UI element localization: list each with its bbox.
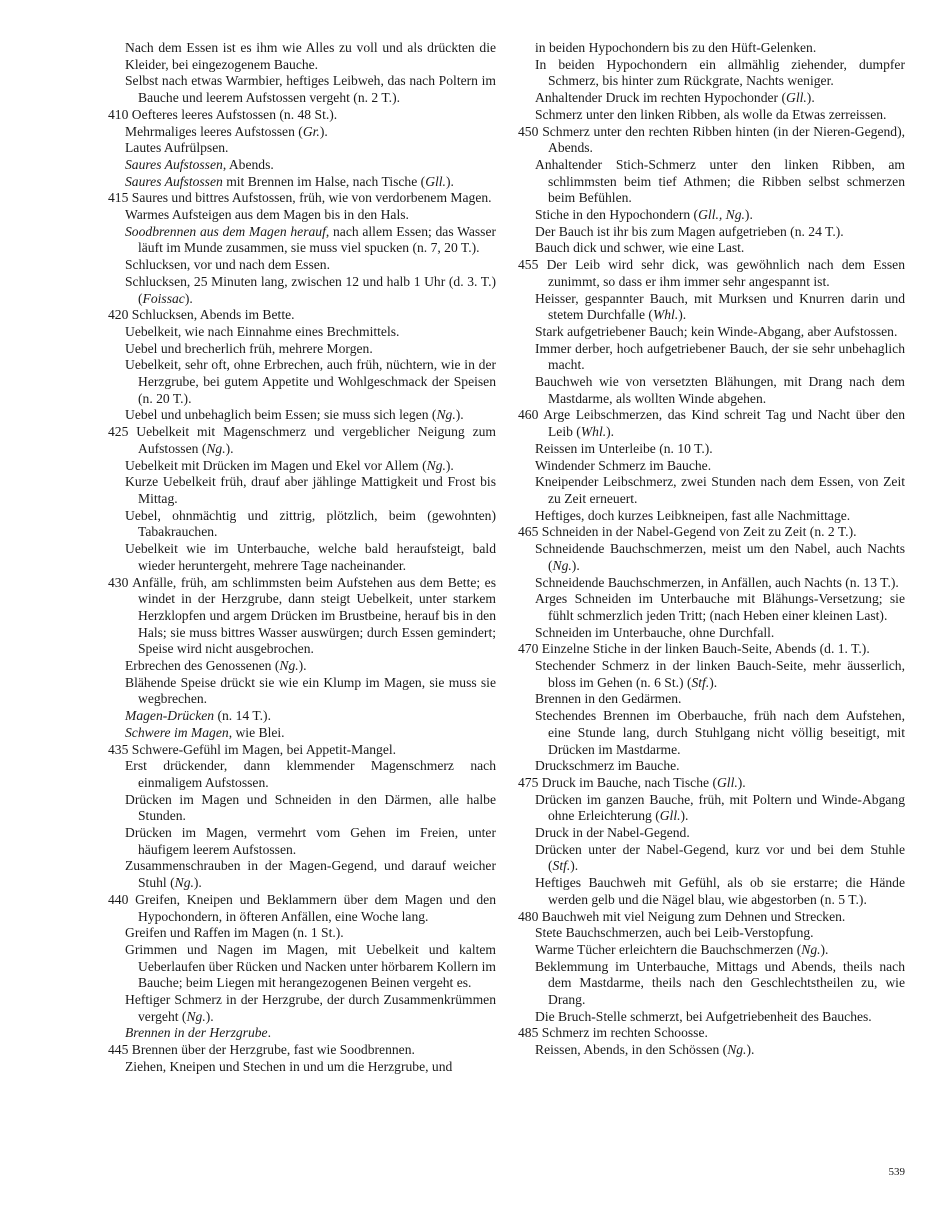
entry-text: Greifen, Kneipen und Beklammern über dem Magen und den Hypochondern, in öfteren Anfällen, eine Woche lang. — [135, 891, 496, 924]
symptom-entry — [108, 174, 496, 191]
symptom-entry — [518, 1009, 905, 1026]
entry-text: Anfälle, früh, am schlimmsten beim Aufstehen aus dem Bette; es windet in der Herzgrube, dann steigt Uebelkeit, unter starkem Herzklopfen und argem Drücken im Brustbeine, herauf bis in den Hals; sie muss bittres Wasser auswürgen; durch Essen gemindert; Speise wird nicht ausgebrochen. — [132, 574, 496, 657]
entry-number: 450 — [518, 123, 543, 139]
left-column — [108, 40, 496, 1076]
symptom-entry — [108, 708, 496, 725]
entry-text: Anhaltender Druck im rechten Hypochonder (Gll.). — [535, 90, 815, 106]
entry-text: Arge Leibschmerzen, das Kind schreit Tag und Nacht über den Leib (Whl.). — [543, 407, 905, 440]
entry-text: Lautes Aufrülpsen. — [125, 140, 229, 156]
symptom-entry — [518, 257, 905, 290]
entry-text: Brennen in der Herzgrube. — [125, 1025, 271, 1041]
entry-text: Stark aufgetriebener Bauch; kein Winde-Abgang, aber Aufstossen. — [535, 323, 898, 339]
symptom-entry — [518, 207, 905, 224]
entry-text: Uebel und unbehaglich beim Essen; sie muss sich legen (Ng.). — [125, 407, 464, 423]
entry-text: Heftiger Schmerz in der Herzgrube, der durch Zusammenkrümmen vergeht (Ng.). — [125, 992, 496, 1024]
symptom-entry — [518, 909, 905, 926]
symptom-entry — [518, 508, 905, 525]
entry-text: Schlucksen, vor und nach dem Essen. — [125, 257, 330, 273]
symptom-entry — [518, 591, 905, 624]
symptom-entry — [108, 742, 496, 759]
entry-text: Anhaltender Stich-Schmerz unter den linken Ribben, am schlimmsten beim tief Athmen; die Ribben selbst schmerzen beim Befühlen. — [535, 156, 905, 206]
symptom-entry — [108, 992, 496, 1025]
symptom-entry — [518, 291, 905, 324]
entry-number: 455 — [518, 257, 547, 273]
entry-text: Bauchweh wie von versetzten Blähungen, mit Drang nach dem Mastdarme, als wollten Winde abgehen. — [535, 374, 905, 406]
entry-text: Greifen und Raffen im Magen (n. 1 St.). — [125, 925, 344, 941]
entry-number: 485 — [518, 1025, 542, 1041]
right-column — [518, 40, 905, 1059]
symptom-entry — [108, 224, 496, 257]
entry-text: Oefteres leeres Aufstossen (n. 48 St.). — [131, 106, 338, 122]
symptom-entry — [108, 858, 496, 891]
symptom-entry — [108, 508, 496, 541]
entry-text: Magen-Drücken (n. 14 T.). — [125, 708, 271, 724]
symptom-entry — [518, 458, 905, 475]
entry-text: Brennen in den Gedärmen. — [535, 691, 682, 707]
symptom-entry — [518, 942, 905, 959]
symptom-entry — [518, 474, 905, 507]
entry-text: Einzelne Stiche in der linken Bauch-Seite, Abends (d. 1. T.). — [541, 641, 870, 657]
symptom-entry — [518, 792, 905, 825]
symptom-entry — [108, 73, 496, 106]
symptom-entry — [518, 107, 905, 124]
entry-text: Uebelkeit mit Magenschmerz und vergeblicher Neigung zum Aufstossen (Ng.). — [136, 424, 496, 456]
entry-text: Schlucksen, 25 Minuten lang, zwischen 12 und halb 1 Uhr (d. 3. T.) (Foissac). — [125, 273, 496, 306]
symptom-entry — [108, 758, 496, 791]
entry-text: Schwere-Gefühl im Magen, bei Appetit-Mangel. — [131, 741, 397, 757]
entry-text: Bauch dick und schwer, wie eine Last. — [535, 240, 745, 256]
symptom-entry — [108, 424, 496, 457]
entry-text: Schwere im Magen, wie Blei. — [125, 724, 285, 740]
symptom-entry — [518, 441, 905, 458]
page-number: 539 — [888, 1166, 905, 1178]
symptom-entry — [518, 641, 905, 658]
entry-text: Schneidende Bauchschmerzen, in Anfällen, auch Nachts (n. 13 T.). — [535, 574, 899, 590]
symptom-entry — [108, 541, 496, 574]
entry-text: Kurze Uebelkeit früh, drauf aber jählinge Mattigkeit und Frost bis Mittag. — [125, 474, 496, 506]
symptom-entry — [108, 658, 496, 675]
symptom-entry — [518, 708, 905, 758]
entry-text: Stete Bauchschmerzen, auch bei Leib-Verstopfung. — [535, 925, 814, 941]
symptom-entry — [518, 825, 905, 842]
entry-text: Blähende Speise drückt sie wie ein Klump im Magen, sie muss sie wegbrechen. — [125, 674, 496, 707]
symptom-entry — [518, 240, 905, 257]
entry-text: Schlucksen, Abends im Bette. — [131, 307, 295, 323]
entry-text: Windender Schmerz im Bauche. — [535, 457, 712, 473]
entry-text: Schmerz unter den rechten Ribben hinten (in der Nieren-Gegend), Abends. — [542, 123, 906, 156]
entry-text: Schneiden in der Nabel-Gegend von Zeit zu Zeit (n. 2 T.). — [541, 524, 857, 540]
symptom-entry — [108, 675, 496, 708]
entry-number: 420 — [108, 307, 132, 323]
symptom-entry — [108, 575, 496, 659]
entry-text: Uebelkeit wie im Unterbauche, welche bald heraufsteigt, bald wieder heruntergeht, mehrere Tage nacheinander. — [125, 541, 496, 573]
entry-text: Heisser, gespannter Bauch, mit Murksen und Knurren darin und stetem Durchfalle (Whl.). — [535, 290, 905, 323]
entry-number: 415 — [108, 190, 132, 206]
entry-text: Stechender Schmerz in der linken Bauch-Seite, mehr äusserlich, bloss im Gehen (n. 6 St.) (Stf.). — [535, 658, 905, 690]
symptom-entry — [108, 307, 496, 324]
entry-text: Druck in der Nabel-Gegend. — [535, 825, 690, 841]
entry-number: 440 — [108, 891, 136, 907]
symptom-entry — [518, 1042, 905, 1059]
entry-text: Heftiges Bauchweh mit Gefühl, als ob sie erstarre; die Hände werden gelb und die Nägel blau, wie abgestorben (n. 5 T.). — [535, 875, 905, 907]
entry-text: Brennen über der Herzgrube, fast wie Soodbrennen. — [131, 1042, 415, 1058]
symptom-entry — [518, 1025, 905, 1042]
entry-text: Schmerz unter den linken Ribben, als wolle da Etwas zerreissen. — [535, 106, 887, 122]
symptom-entry — [518, 959, 905, 1009]
symptom-entry — [108, 458, 496, 475]
symptom-entry — [108, 324, 496, 341]
entry-text: Selbst nach etwas Warmbier, heftiges Leibweh, das nach Poltern im Bauche und leerem Aufstossen vergeht (n. 2 T.). — [125, 73, 496, 106]
symptom-entry — [518, 875, 905, 908]
entry-text: Erbrechen des Genossenen (Ng.). — [125, 658, 307, 674]
symptom-entry — [518, 407, 905, 440]
symptom-entry — [108, 357, 496, 407]
symptom-entry — [108, 341, 496, 358]
symptom-entry — [108, 1042, 496, 1059]
symptom-entry — [108, 925, 496, 942]
entry-number: 470 — [518, 641, 542, 657]
entry-text: Drücken im ganzen Bauche, früh, mit Poltern und Winde-Abgang ohne Erleichterung (Gll.). — [535, 791, 905, 824]
entry-text: Schneidende Bauchschmerzen, meist um den Nabel, auch Nachts (Ng.). — [535, 541, 905, 573]
entry-number: 435 — [108, 741, 132, 757]
entry-text: Druck im Bauche, nach Tische (Gll.). — [541, 774, 746, 790]
symptom-entry — [518, 124, 905, 157]
symptom-entry — [518, 224, 905, 241]
symptom-entry — [108, 140, 496, 157]
entry-text: Schneiden im Unterbauche, ohne Durchfall. — [535, 624, 775, 640]
entry-text: Reissen im Unterleibe (n. 10 T.). — [535, 440, 713, 456]
entry-number: 445 — [108, 1042, 132, 1058]
entry-text: Warme Tücher erleichtern die Bauchschmerzen (Ng.). — [535, 941, 829, 957]
symptom-entry — [518, 90, 905, 107]
symptom-entry — [108, 1059, 496, 1076]
entry-text: in beiden Hypochondern bis zu den Hüft-Gelenken. — [535, 40, 817, 55]
entry-text: Stechendes Brennen im Oberbauche, früh nach dem Aufstehen, eine Stunde lang, durch Stuhlgang nicht völlig beseitigt, mit Drücken im Mastdarme. — [535, 708, 905, 757]
entry-number: 465 — [518, 524, 542, 540]
entry-text: Uebelkeit, sehr oft, ohne Erbrechen, auch früh, nüchtern, wie in der Herzgrube, bei gutem Appetite und Wohlgeschmack der Speisen (n. 20 T.). — [125, 357, 496, 406]
entry-text: Uebelkeit mit Drücken im Magen und Ekel vor Allem (Ng.). — [125, 457, 454, 473]
entry-text: Kneipender Leibschmerz, zwei Stunden nach dem Essen, von Zeit zu Zeit erneuert. — [535, 474, 905, 506]
symptom-entry — [518, 524, 905, 541]
entry-text: Beklemmung im Unterbauche, Mittags und Abends, theils nach dem Mastdarme, theils nach den Geschlechtstheilen zu, wie Drang. — [535, 958, 905, 1008]
entry-text: Schmerz im rechten Schoosse. — [541, 1025, 708, 1041]
entry-text: Warmes Aufsteigen aus dem Magen bis in den Hals. — [125, 207, 409, 223]
symptom-entry — [108, 725, 496, 742]
entry-number: 410 — [108, 106, 132, 122]
entry-text: Reissen, Abends, in den Schössen (Ng.). — [535, 1042, 755, 1058]
symptom-entry — [518, 324, 905, 341]
entry-text: Ziehen, Kneipen und Stechen in und um die Herzgrube, und — [125, 1058, 453, 1074]
symptom-entry — [108, 942, 496, 992]
symptom-entry — [108, 825, 496, 858]
symptom-entry — [518, 341, 905, 374]
entry-text: Der Bauch ist ihr bis zum Magen aufgetrieben (n. 24 T.). — [535, 223, 844, 239]
symptom-entry — [108, 274, 496, 307]
entry-text: Uebel und brecherlich früh, mehrere Morgen. — [125, 340, 373, 356]
entry-text: Heftiges, doch kurzes Leibkneipen, fast alle Nachmittage. — [535, 507, 851, 523]
entry-text: Zusammenschrauben in der Magen-Gegend, und darauf weicher Stuhl (Ng.). — [125, 858, 496, 891]
entry-number: 425 — [108, 424, 137, 440]
symptom-entry — [518, 658, 905, 691]
entry-text: Bauchweh mit viel Neigung zum Dehnen und Strecken. — [541, 908, 846, 924]
symptom-entry — [518, 758, 905, 775]
symptom-entry — [108, 107, 496, 124]
entry-text: Mehrmaliges leeres Aufstossen (Gr.). — [125, 123, 328, 139]
symptom-entry — [108, 190, 496, 207]
symptom-entry — [518, 374, 905, 407]
symptom-entry — [108, 257, 496, 274]
symptom-entry — [108, 124, 496, 141]
symptom-entry — [518, 925, 905, 942]
entry-text: Uebelkeit, wie nach Einnahme eines Brechmittels. — [125, 323, 400, 339]
symptom-entry — [518, 625, 905, 642]
entry-text: Die Bruch-Stelle schmerzt, bei Aufgetriebenheit des Bauches. — [535, 1008, 872, 1024]
entry-number: 430 — [108, 574, 133, 590]
entry-text: Stiche in den Hypochondern (Gll., Ng.). — [535, 207, 753, 223]
symptom-entry — [518, 691, 905, 708]
entry-text: Drücken unter der Nabel-Gegend, kurz vor und bei dem Stuhle (Stf.). — [535, 841, 905, 874]
entry-text: Saures Aufstossen mit Brennen im Halse, nach Tische (Gll.). — [125, 173, 454, 189]
symptom-entry — [518, 157, 905, 207]
symptom-entry — [518, 57, 905, 90]
symptom-entry — [108, 792, 496, 825]
entry-text: Saures Aufstossen, Abends. — [125, 156, 274, 172]
symptom-entry — [518, 575, 905, 592]
entry-text: Saures und bittres Aufstossen, früh, wie von verdorbenem Magen. — [131, 190, 492, 206]
symptom-entry — [108, 40, 496, 73]
entry-text: Drücken im Magen, vermehrt vom Gehen im Freien, unter häufigem leerem Aufstossen. — [125, 825, 496, 857]
symptom-entry — [108, 207, 496, 224]
symptom-entry — [108, 474, 496, 507]
entry-text: Der Leib wird sehr dick, was gewöhnlich nach dem Essen zunimmt, so dass er ihm immer sehr angespannt ist. — [546, 257, 905, 289]
symptom-entry — [108, 892, 496, 925]
entry-text: Soodbrennen aus dem Magen herauf, nach allem Essen; das Wasser läuft im Munde zusammen, sie muss viel spucken (n. 7, 20 T.). — [125, 223, 496, 256]
entry-text: Erst drückender, dann klemmender Magenschmerz nach einmaligem Aufstossen. — [125, 758, 496, 790]
symptom-entry — [108, 1025, 496, 1042]
entry-number: 480 — [518, 908, 542, 924]
symptom-entry — [108, 157, 496, 174]
entry-number: 475 — [518, 774, 542, 790]
symptom-entry — [108, 407, 496, 424]
entry-text: Druckschmerz im Bauche. — [535, 758, 680, 774]
entry-text: Drücken im Magen und Schneiden in den Därmen, alle halbe Stunden. — [125, 791, 496, 824]
entry-text: Nach dem Essen ist es ihm wie Alles zu voll und als drückten die Kleider, bei eingezogenem Bauche. — [125, 40, 496, 72]
entry-text: In beiden Hypochondern ein allmählig ziehender, dumpfer Schmerz, bis hinter zum Rückgrate, Nachts weniger. — [535, 56, 905, 89]
symptom-entry — [518, 842, 905, 875]
entry-text: Uebel, ohnmächtig und zittrig, plötzlich, beim (gewohnten) Tabakrauchen. — [125, 507, 496, 540]
entry-text: Arges Schneiden im Unterbauche mit Blähungs-Versetzung; sie fühlt schmerzlich jeden Tritt; (nach Heben einer kleinen Last). — [535, 591, 905, 623]
entry-text: Grimmen und Nagen im Magen, mit Uebelkeit und kaltem Ueberlaufen über Rücken und Nacken unter hörbarem Kollern im Bauche; beim Liegen mit herangezogenen Beinen vergeht es. — [125, 941, 496, 991]
symptom-entry — [518, 541, 905, 574]
symptom-entry — [518, 40, 905, 57]
symptom-entry — [518, 775, 905, 792]
entry-text: Immer derber, hoch aufgetriebener Bauch, der sie sehr unbehaglich macht. — [535, 340, 905, 373]
entry-number: 460 — [518, 407, 544, 423]
